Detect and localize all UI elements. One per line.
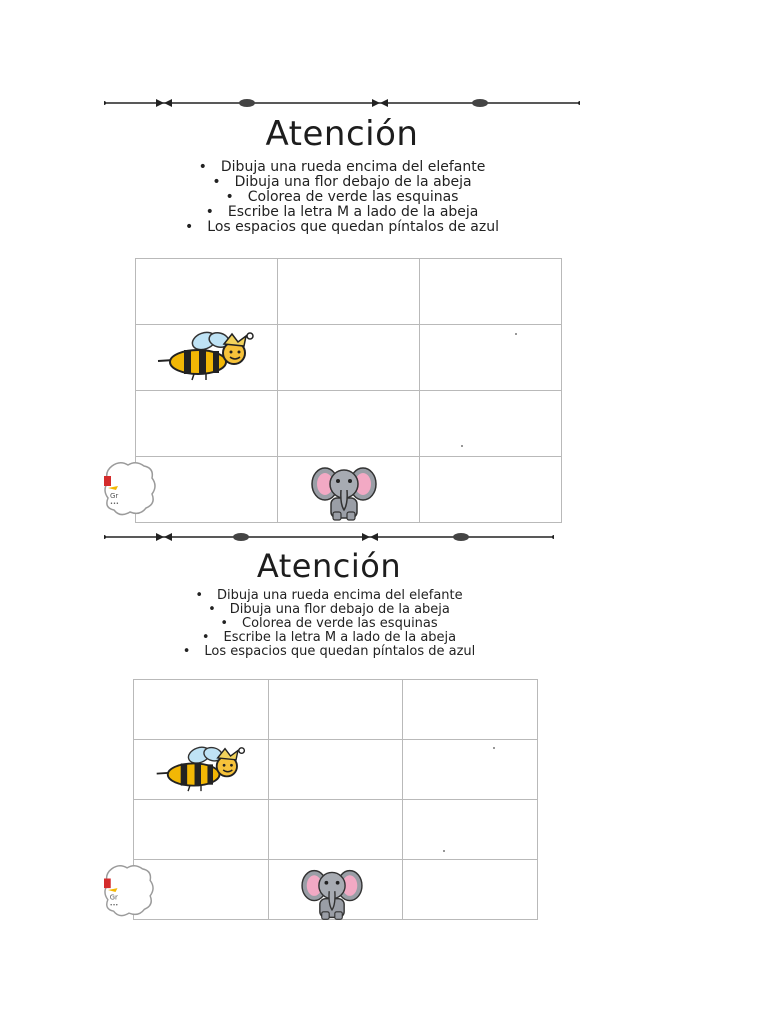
worksheet-2 (104, 527, 556, 925)
bee-icon (154, 330, 258, 386)
grid-cell (134, 680, 269, 740)
instruction-item: • Dibuja una rueda encima del elefante (198, 159, 486, 175)
elephant-icon (301, 865, 363, 927)
instruction-list (104, 589, 554, 659)
decorative-divider (104, 530, 554, 544)
grid-cell (420, 259, 562, 325)
grid-cell (136, 391, 278, 457)
instruction-list (104, 160, 580, 235)
grid-cell (403, 740, 538, 800)
elephant-icon (311, 462, 377, 528)
instruction-item: • Dibuja una flor debajo de la abeja (212, 174, 472, 190)
instruction-item: • Dibuja una flor debajo de la abeja (208, 602, 450, 617)
instruction-item: • Colorea de verde las esquinas (225, 189, 459, 205)
worksheet-1 (104, 92, 584, 524)
grid-cell (136, 259, 278, 325)
page-title: Atención (256, 547, 402, 585)
grid-cell (403, 800, 538, 860)
svg-text:Gr: Gr (109, 893, 118, 902)
grid-cell (403, 680, 538, 740)
grid-cell (403, 860, 538, 920)
instruction-item: • Los espacios que quedan píntalos de azul (182, 644, 476, 659)
instruction-item: • Escribe la letra M a lado de la abeja (201, 630, 457, 645)
grid-cell (268, 740, 403, 800)
grid-cell (278, 325, 420, 391)
instruction-item: • Dibuja una rueda encima del elefante (195, 588, 463, 603)
logo-badge (104, 863, 154, 923)
grid-cell (134, 800, 269, 860)
logo-badge (104, 460, 156, 522)
bee-icon (152, 745, 250, 797)
grid-cell (420, 391, 562, 457)
grid-cell (420, 457, 562, 523)
grid-cell (278, 259, 420, 325)
instruction-item: • Los espacios que quedan píntalos de azul (185, 219, 499, 235)
svg-text:•••: ••• (110, 501, 119, 507)
instruction-item: • Colorea de verde las esquinas (220, 616, 438, 631)
svg-text:•••: ••• (109, 903, 119, 909)
grid-cell (420, 325, 562, 391)
grid-cell (278, 391, 420, 457)
grid-cell (268, 680, 403, 740)
svg-text:Gr: Gr (110, 492, 119, 500)
decorative-divider (104, 96, 580, 110)
grid-cell (268, 800, 403, 860)
page-title: Atención (265, 114, 419, 154)
instruction-item: • Escribe la letra M a lado de la abeja (205, 204, 479, 220)
grid-cell (136, 457, 278, 523)
